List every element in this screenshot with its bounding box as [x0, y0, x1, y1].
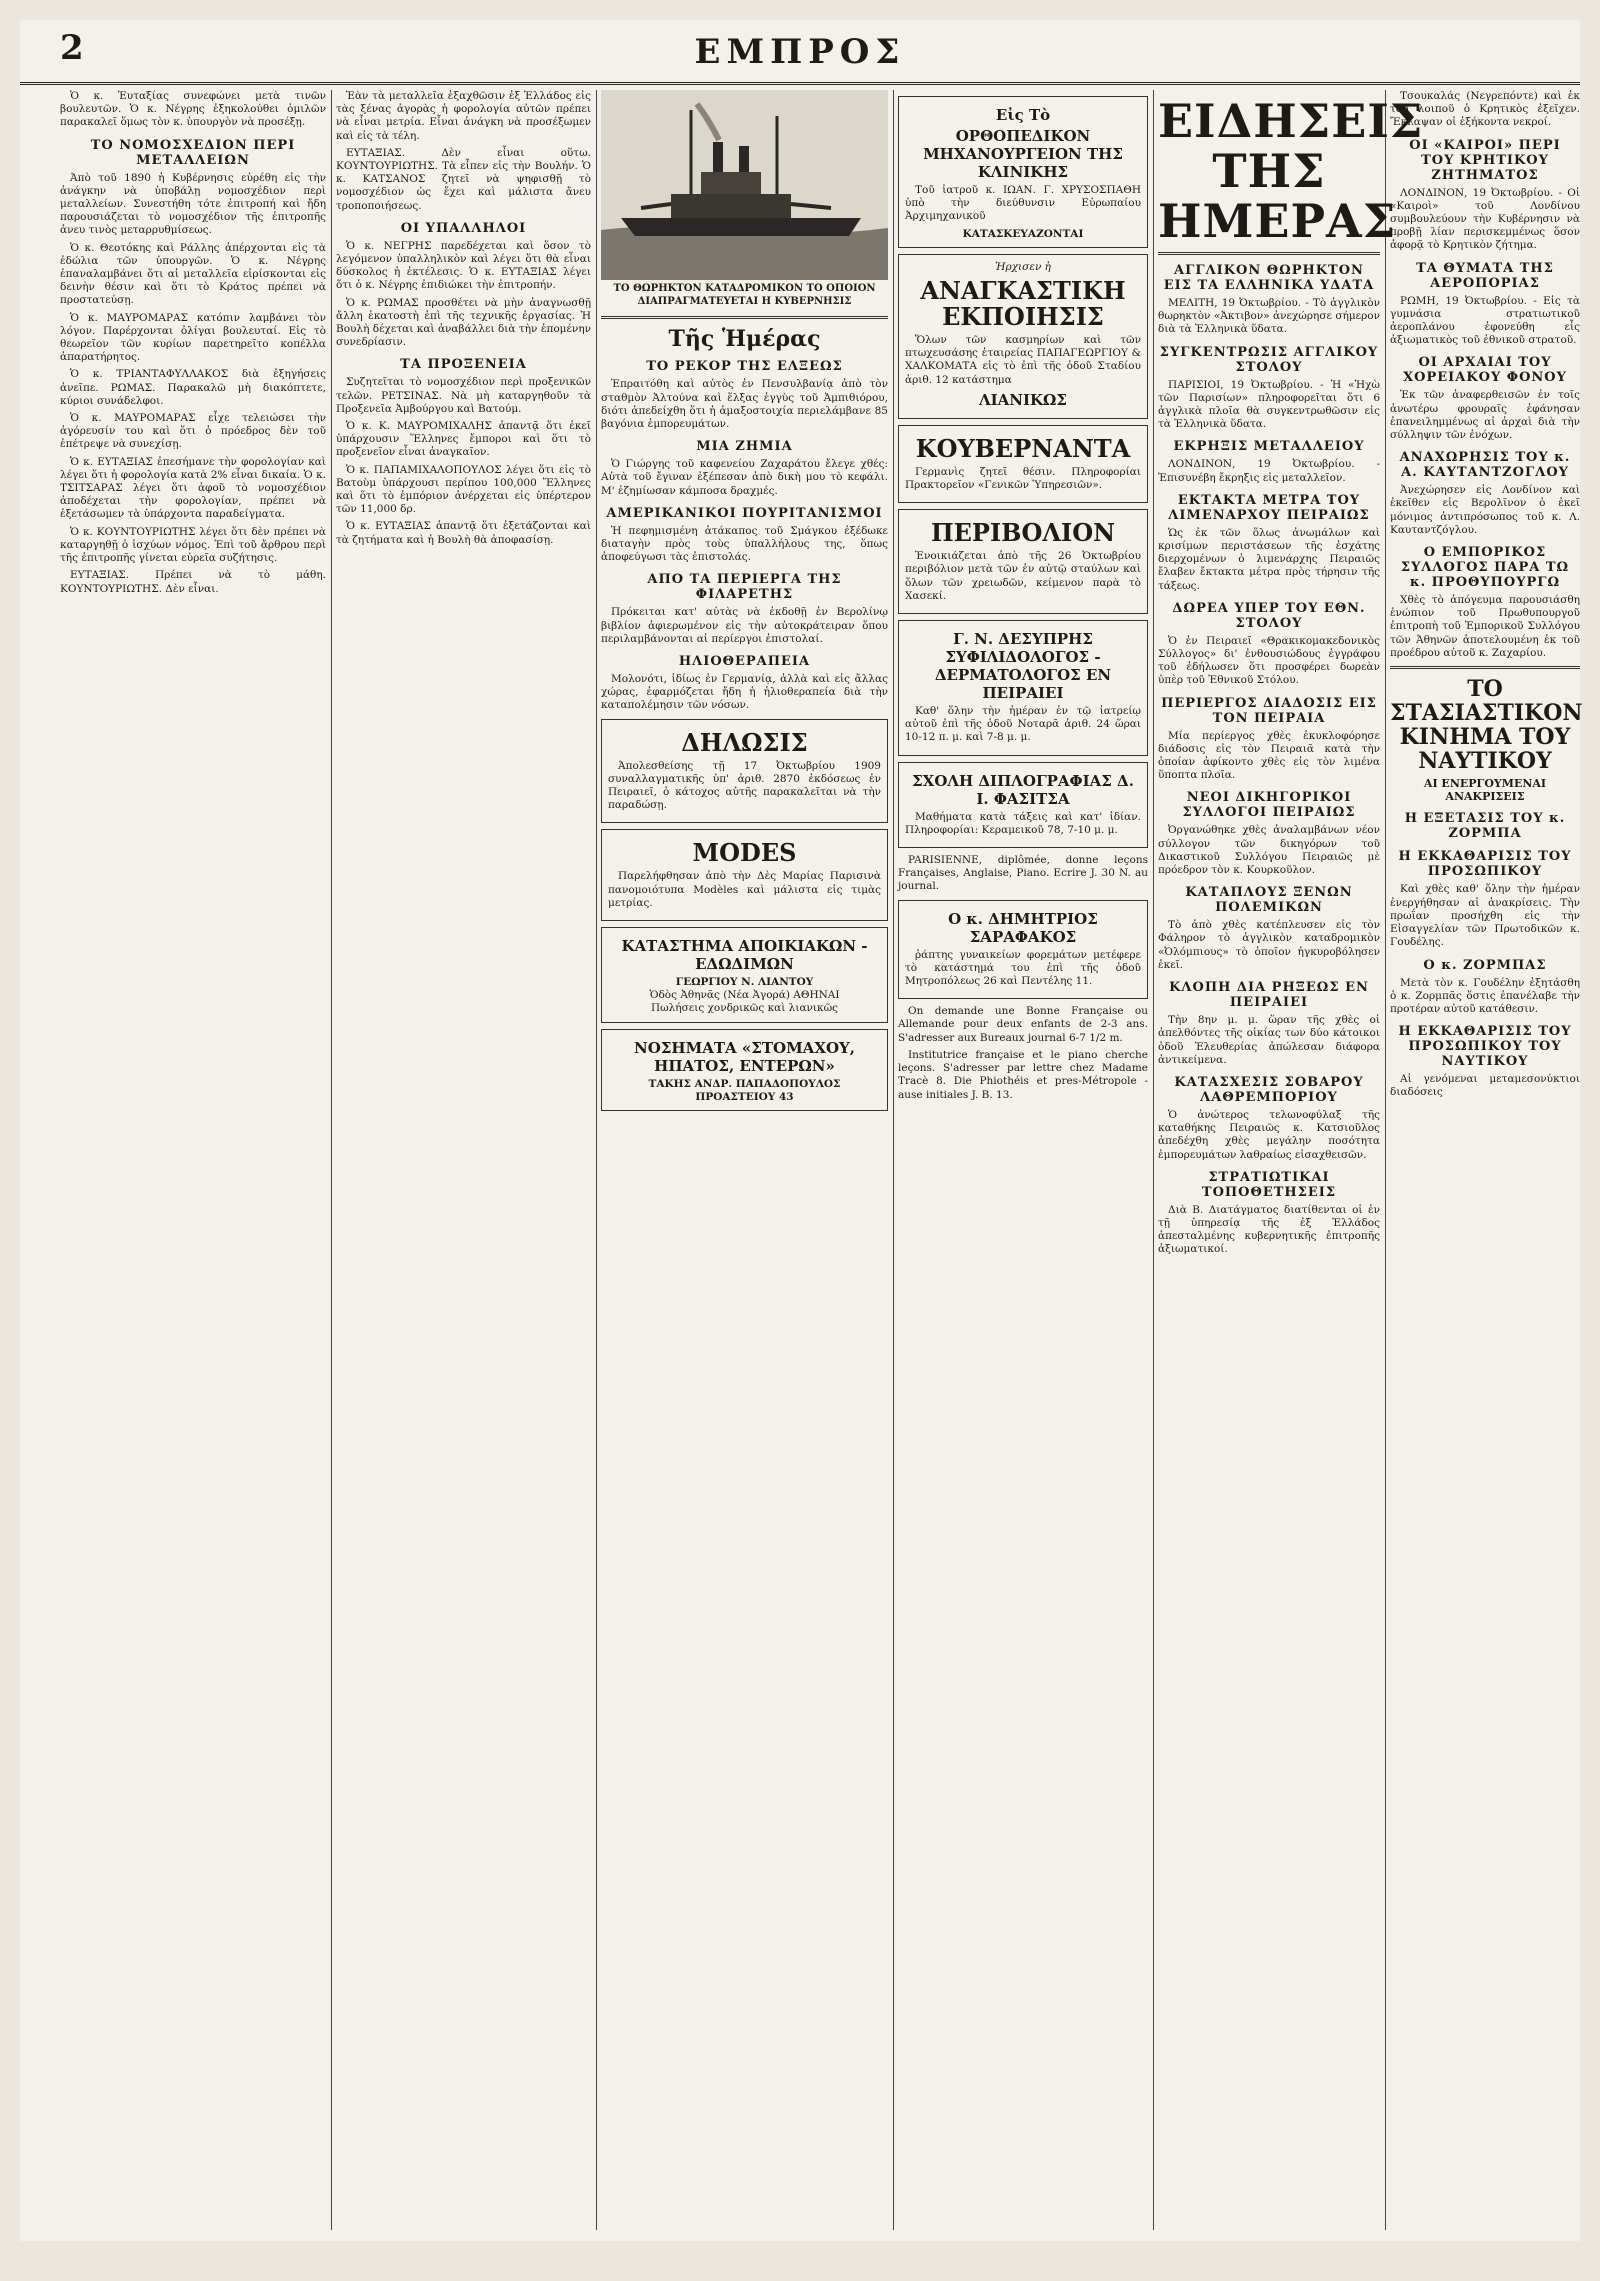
article-paragraph: Τὸ ἀπὸ χθὲς κατέπλευσεν εἰς τὸν Φάληρον τὸ ἀγγλικὸν καταδρομικὸν «Ὀλόμπιους» τὸ ὁποῖον ἠγκυροβόλησεν ἐκεῖ. — [1158, 919, 1380, 971]
ad-modes — [601, 829, 888, 921]
article-paragraph: Συζητεῖται τὸ νομοσχέδιον περὶ προξενικῶν τελῶν. ΡΕΤΣΙΝΑΣ. Νὰ μὴ καταργηθοῦν τὰ Προξενεῖα Ἀμβούργου καὶ Βατούμ. — [336, 376, 591, 415]
column-rule — [1385, 90, 1386, 2230]
article-headline: ΤΑ ΘΥΜΑΤΑ ΤΗΣ ΑΕΡΟΠΟΡΙΑΣ — [1416, 260, 1554, 291]
ad-orthopedic — [898, 96, 1148, 248]
article-paragraph: ΡΩΜΗ, 19 Ὀκτωβρίου. - Εἰς τὰ γυμνάσια στρατιωτικοῦ ἀεροπλάνου ἐφονεύθη εἷς ἀξιωματικὸς τοῦ ἐθνικοῦ στρατοῦ. — [1390, 294, 1580, 347]
ad-text: Γερμανὶς ζητεῖ θέσιν. Πληροφορίαι Πρακτορεῖον «Γενικῶν Ὑπηρεσιῶν». — [905, 465, 1141, 492]
feature-subheadline: ΑΙ ΕΝΕΡΓΟΥΜΕΝΑΙ ΑΝΑΚΡΙΣΕΙΣ — [1423, 777, 1547, 804]
ad-kicker: Ἠρχισεν ἡ — [995, 260, 1051, 273]
column-rule — [331, 90, 332, 2230]
article-paragraph: ΛΟΝΔΙΝΟΝ, 19 Ὀκτωβρίου. - Ἐπισυνέβη ἔκρηξις εἰς μεταλλεῖον. — [1158, 458, 1380, 484]
ad-dilosis — [601, 719, 888, 824]
article-paragraph: Μετὰ τὸν κ. Γουδέλην ἐξητάσθη ὁ κ. Ζορμπᾶς ὅστις ἐπανέλαβε τὴν προτέραν αὐτοῦ κατάθεσιν. — [1390, 976, 1580, 1015]
article-paragraph: Ὀργανώθηκε χθὲς ἀναλαμβάνων νέον σύλλογον τῶν δικηγόρων τοῦ Δικαστικοῦ Συλλόγου Πειραιῶς μὲ πρόεδρον τὸν κ. Κουρκοῦλον. — [1158, 824, 1380, 877]
classified-ad: Institutrice française et le piano cherche leçons. S'adresser par lettre chez Madame Tracè 8. Die Phiothéis et pres-Métropole - ause initiales J. B. 13. — [898, 1048, 1148, 1101]
divider — [1158, 252, 1380, 255]
article-paragraph: Ὁ ἀνώτερος τελωνοφύλαξ τῆς καταθήκης Πειραιῶς κ. Κατσιοῦλος ἀπεδέχθη χθὲς μεγάλην ποσότητα ἐμπορευμάτων λαθραίως εἰσαχθεισῶν. — [1158, 1108, 1380, 1161]
article-headline: ΔΩΡΕΑ ΥΠΕΡ ΤΟΥ ΕΘΝ. ΣΤΟΛΟΥ — [1172, 600, 1366, 631]
article-paragraph: Ὁ κ. ΜΑΥΡΟΜΑΡΑΣ εἶχε τελειώσει τὴν ἀγόρευσίν του καὶ ὅτι ὁ πρόεδρος δὲν τοῦ ἐπέτρεψε νὰ συνεχίσῃ. — [60, 412, 326, 451]
article-headline: ΑΝΑΧΩΡΗΣΙΣ ΤΟΥ κ. Α. ΚΑΥΤΑΝΤΖΟΓΛΟΥ — [1399, 450, 1571, 481]
ad-tailor — [898, 900, 1148, 1000]
article-paragraph: Ὁ κ. ΕΥΤΑΞΙΑΣ ἐπεσήμανε τὴν φορολογίαν καὶ λέγει ὅτι ἡ φορολογία κατὰ 2% εἶναι δικαία. Ὁ κ. ΤΣΙΤΣΑΡΑΣ λέγει ὅτι ἀφοῦ τὸ νομοσχέδιον ἀποδέχεται τὴν φορολογίαν, πρέπει νὰ ἐξετάσωμεν τὰ ὑπάρχοντα παραδείγματα. — [60, 455, 326, 521]
article-paragraph: Διὰ Β. Διατάγματος διατίθενται οἱ ἐν τῇ ὑπηρεσίᾳ τῆς ἐξ Ἑλλάδος ἀπεσταλμένης κυβερνητικῆς ἐπιτροπῆς ἀξιωματικοί. — [1158, 1203, 1380, 1256]
newspaper-page — [20, 20, 1583, 2241]
column-rule — [893, 90, 894, 2230]
article-paragraph: Ὁ ἐν Πειραιεῖ «Θρακικομακεδονικὸς Σύλλογος» δι' ἐνθουσιώδους ἐγγράφου τοῦ ἐδήλωσεν ὅτι προσφέρει δωρεὰν ὑπὲρ τοῦ Ἐθνικοῦ Στόλου. — [1158, 634, 1380, 687]
article-headline: ΗΛΙΟΘΕΡΑΠΕΙΑ — [678, 654, 811, 670]
article-paragraph: Μία περίεργος χθὲς ἐκυκλοφόρησε διάδοσις εἰς τὸν Πειραιᾶ κατὰ τὴν ὁποίαν ἀφίκοντο χθὲς εἰς τὸν λιμένα ὕποπτα πλοῖα. — [1158, 729, 1380, 782]
ad-garden — [898, 509, 1148, 614]
article-headline: ΟΙ «ΚΑΙΡΟΙ» ΠΕΡΙ ΤΟΥ ΚΡΗΤΙΚΟΥ ΖΗΤΗΜΑΤΟΣ — [1409, 137, 1561, 183]
ad-governess — [898, 425, 1148, 503]
ad-title: ΚΑΤΑΣΤΗΜΑ ΑΠΟΙΚΙΑΚΩΝ - ΕΔΩΔΙΜΩΝ — [621, 937, 868, 974]
article-headline: ΑΓΓΛΙΚΟΝ ΘΩΡΗΚΤΟΝ ΕΙΣ ΤΑ ΕΛΛΗΝΙΚΑ ΥΔΑΤΑ — [1163, 263, 1375, 293]
divider — [1390, 666, 1580, 669]
article-headline: ΤΟ ΝΟΜΟΣΧΕΔΙΟΝ ΠΕΡΙ ΜΕΤΑΛΛΕΙΩΝ — [90, 137, 296, 168]
article-paragraph: Ὁ κ. ΤΡΙΑΝΤΑΦΥΛΛΑΚΟΣ διὰ ἐξηγήσεις ἀνεῖπε. ΡΩΜΑΣ. Παρακαλῶ μὴ διακόπτετε, κύριοι συνάδελφοι. — [60, 368, 326, 407]
ad-title: ΝΟΣΗΜΑΤΑ «ΣΤΟΜΑΧΟΥ, ΗΠΑΤΟΣ, ΕΝΤΕΡΩΝ» — [634, 1038, 855, 1075]
article-paragraph: Ὡς ἐκ τῶν ὅλως ἀνωμάλων καὶ κρισίμων περιστάσεων τῆς ἐσχάτης διερχομένων ὁ λιμενάρχης Πειραιῶς ἔλαβεν ἔκτακτα μέτρα πρὸς τήρησιν τῆς τάξεως. — [1158, 526, 1380, 592]
article-paragraph: Μολονότι, ἰδίως ἐν Γερμανίᾳ, ἀλλὰ καὶ εἰς ἄλλας χώρας, ἐφαρμόζεται ἤδη ἡ ἡλιοθεραπεία διὰ τὴν καταπολέμησιν τῶν νόσων. — [601, 673, 888, 712]
article-paragraph: Ἀνεχώρησεν εἰς Λονδίνον καὶ ἐκεῖθεν εἰς Βερολῖνον ὁ ἐκεῖ μόνιμος ἀντιπρόσωπος τοῦ κ. Λ. Καυταντζόγλου. — [1390, 484, 1580, 536]
ad-doctor — [898, 620, 1148, 756]
article-paragraph: Ὁ κ. ΚΟΥΝΤΟΥΡΙΩΤΗΣ λέγει ὅτι δὲν πρέπει νὰ καταργηθῇ ὁ ἰσχύων νόμος. Ἐπὶ τοῦ ἄρθρου περὶ τῆς ἐπιτροπῆς γίνεται εὐρεῖα συζήτησις. — [60, 525, 326, 565]
feature-headline: ΤΟ ΣΤΑΣΙΑΣΤΙΚΟΝ ΚΙΝΗΜΑ ΤΟΥ ΝΑΥΤΙΚΟΥ — [1390, 676, 1583, 775]
article-paragraph: ΕΥΤΑΞΙΑΣ. Δὲν εἶναι οὕτω. ΚΟΥΝΤΟΥΡΙΩΤΗΣ. Τὰ εἶπεν εἰς τὴν Βουλήν. Ὁ κ. ΚΑΤΣΑΝΟΣ ζητεῖ νὰ ψηφισθῇ τὸ νομοσχέδιον ὡς ἔχει καὶ μάλιστα ἄνευ τροποποιήσεως. — [336, 146, 591, 212]
article-headline: ΕΚΤΑΚΤΑ ΜΕΤΡΑ ΤΟΥ ΛΙΜΕΝΑΡΧΟΥ ΠΕΙΡΑΙΩΣ — [1168, 492, 1370, 523]
article-paragraph: Ἐπραιτόθη καὶ αὐτὸς ἐν Πενσυλβανίᾳ ἀπὸ τὸν σταθμὸν Ἀλτούνα καὶ ἕλξας ἐγγὺς τοῦ Ἀμπιθιόρου, διότι ἀπεδείχθη ὅτι ἡ ἀμαξοστοιχία περιελάμβανε 85 βαγόνια ἐμπορευμάτων. — [601, 378, 888, 431]
article-headline: ΝΕΟΙ ΔΙΚΗΓΟΡΙΚΟΙ ΣΥΛΛΟΓΟΙ ΠΕΙΡΑΙΩΣ — [1182, 790, 1356, 821]
article-headline: ΣΤΡΑΤΙΩΤΙΚΑΙ ΤΟΠΟΘΕΤΗΣΕΙΣ — [1201, 1169, 1337, 1200]
ad-text: Ὅλων τῶν κασμηρίων καὶ τῶν πτωχευσάσης ἑταιρείας ΠΑΠΑΓΕΩΡΓΙΟΥ & ΧΑΛΚΟΜΑΤΑ εἰς τὸ ἐπὶ τῆς ὁδοῦ Σταδίου ἀριθ. 12 κατάστημα — [905, 334, 1141, 386]
ad-text: Ἀπολεσθείσης τῇ 17 Ὀκτωβρίου 1909 συναλλαγματικῆς ὑπ' ἀριθ. 2870 ἐκδόσεως ἐν Πειραιεῖ, ὁ κάτοχος αὐτῆς παρακαλεῖται νὰ τὴν παραδώσῃ. — [608, 759, 881, 812]
article-headline: Η ΕΚΚΑΘΑΡΙΣΙΣ ΤΟΥ ΠΡΟΣΩΠΙΚΟΥ — [1398, 849, 1572, 880]
ad-title: ΑΝΑΓΚΑΣΤΙΚΗ ΕΚΠΟΙΗΣΙΣ — [920, 276, 1126, 332]
ad-title: ΟΡΘΟΠΕΔΙΚΟΝ ΜΗΧΑΝΟΥΡΓΕΙΟΝ ΤΗΣ ΚΛΙΝΙΚΗΣ — [923, 127, 1123, 181]
classified-ad: On demande une Bonne Française ou Allemande pour deux enfants de 2-3 ans. S'adresser aux Bureaux journal 6-7 1/2 m. — [898, 1005, 1148, 1044]
column-1 — [60, 90, 326, 2230]
article-headline: ΟΙ ΥΠΑΛΛΗΛΟΙ — [400, 220, 527, 236]
article-paragraph: Ὁ κ. ΡΩΜΑΣ προσθέτει νὰ μὴν ἀναγνωσθῇ ἄλλη ἑκατοστὴ ἐπὶ τῆς τεχνικῆς ἐργασίας. Ἡ Βουλὴ δέχεται καὶ ἀναβάλλει διὰ τὴν ἑπομένην συνεδρίασιν. — [336, 296, 591, 349]
column-rule — [1153, 90, 1154, 2230]
ad-owner: ΓΕΩΡΓΙΟΥ Ν. ΛΙΑΝΤΟΥ — [675, 976, 814, 989]
classified-ad: PARISIENNE, diplômée, donne leçons Françaises, Anglaise, Piano. Ecrire J. 30 N. au journal. — [898, 854, 1148, 893]
article-headline: Η ΕΚΚΑΘΑΡΙΣΙΣ ΤΟΥ ΠΡΟΣΩΠΙΚΟΥ ΤΟΥ ΝΑΥΤΙΚΟΥ — [1398, 1024, 1572, 1070]
ad-title: MODES — [692, 838, 797, 868]
article-headline: Η ΕΞΕΤΑΣΙΣ ΤΟΥ κ. ΖΟΡΜΠΑ — [1404, 811, 1566, 842]
ad-title: Γ. Ν. ΔΕΣΥΠΡΗΣ ΣΥΦΙΛΙΔΟΛΟΓΟΣ - ΔΕΡΜΑΤΟΛΟΓΟΣ ΕΝ ΠΕΙΡΑΙΕΙ — [934, 630, 1112, 703]
ad-doctor: ΤΑΚΗΣ ΑΝΔΡ. ΠΑΠΑΔΟΠΟΥΛΟΣ — [648, 1077, 841, 1090]
column-6 — [1390, 90, 1583, 2230]
ad-text: Ἐνοικιάζεται ἀπὸ τῆς 26 Ὀκτωβρίου περιβόλιον μετὰ τῶν ἐν αὐτῷ σταύλων καὶ ὅλων τῶν χρειωδῶν, κείμενον παρὰ τὸ Χασεκί. — [905, 550, 1141, 602]
ad-shop — [601, 927, 888, 1023]
column-3 — [601, 90, 888, 2230]
article-headline: Ο ΕΜΠΟΡΙΚΟΣ ΣΥΛΛΟΓΟΣ ΠΑΡΑ ΤΩ κ. ΠΡΟΘΥΠΟΥΡΓΩ — [1400, 545, 1570, 591]
article-paragraph: ΠΑΡΙΣΙΟΙ, 19 Ὀκτωβρίου. - Ἡ «Ἠχὼ τῶν Παρισίων» πληροφορεῖται ὅτι 6 ἀγγλικὰ πλοῖα θὰ συγκεντρωθῶσιν εἰς τὰ Ἑλληνικὰ ὕδατα. — [1158, 378, 1380, 431]
ad-auction — [898, 254, 1148, 419]
ad-text: Παρελήφθησαν ἀπὸ τὴν Δὲς Μαρίας Παρισινὰ πανομοιότυπα Modèles καὶ μάλιστα εἰς τιμὰς μετρίας. — [608, 870, 881, 909]
article-headline: ΑΜΕΡΙΚΑΝΙΚΟΙ ΠΟΥΡΙΤΑΝΙΣΜΟΙ — [606, 505, 883, 521]
article-paragraph: Ὁ κ. ΝΕΓΡΗΣ παρεδέχεται καὶ ὅσον τὸ λεγόμενον ὑπαλληλικὸν καὶ λέγει ὅτι θὰ εἶναι δύσκολος ἡ ἐκτέλεσις. Ὁ κ. ΕΥΤΑΞΙΑΣ λέγει ὅτι ὁ κ. Νέγρης ἐπιδιώκει τὴν ἐπιτροπήν. — [336, 239, 591, 292]
ad-title: Ο κ. ΔΗΜΗΤΡΙΟΣ ΣΑΡΑΦΑΚΟΣ — [948, 909, 1098, 946]
illustration-caption: ΤΟ ΘΩΡΗΚΤΟΝ ΚΑΤΑΔΡΟΜΙΚΟΝ ΤΟ ΟΠΟΙΟΝ ΔΙΑΠΡΑΓΜΑΤΕΥΕΤΑΙ Η ΚΥΒΕΡΝΗΣΙΣ — [613, 283, 876, 308]
masthead — [20, 20, 1580, 85]
ad-text: Πωλήσεις χονδρικῶς καὶ λιανικῶς — [650, 1002, 839, 1015]
ad-title: ΣΧΟΛΗ ΔΙΠΛΟΓΡΑΦΙΑΣ Δ. Ι. ΦΑΣΙΤΣΑ — [912, 771, 1134, 808]
ad-text: ῥάπτης γυναικείων φορεμάτων μετέφερε τὸ κατάστημά του ἐπὶ τῆς ὁδοῦ Μητροπόλεως 26 καὶ Πεντέλης 11. — [905, 948, 1141, 988]
column-4 — [898, 90, 1148, 2230]
ad-title: ΔΗΛΩΣΙΣ — [681, 727, 808, 757]
article-headline: ΤΟ ΡΕΚΟΡ ΤΗΣ ΕΛΞΕΩΣ — [646, 359, 843, 375]
article-paragraph: ΕΥΤΑΞΙΑΣ. Πρέπει νὰ τὸ μάθη. ΚΟΥΝΤΟΥΡΙΩΤΗΣ. Δὲν εἶναι. — [60, 569, 326, 595]
article-headline: ΑΠΟ ΤΑ ΠΕΡΙΕΡΓΑ ΤΗΣ ΦΙΛΑΡΕΤΗΣ — [647, 572, 842, 603]
paper-name: ΕΜΠΡΟΣ — [694, 32, 906, 72]
ad-clinic — [601, 1029, 888, 1111]
section-title: Τῆς Ἡμέρας — [668, 326, 821, 353]
article-headline: ΤΑ ΠΡΟΞΕΝΕΙΑ — [400, 357, 527, 373]
section-banner: ΕΙΔΗΣΕΙΣ ΤΗΣ ΗΜΕΡΑΣ — [1158, 94, 1424, 248]
article-paragraph: Ἡ πεφημισμένη ἀτάκαπος τοῦ Σμάγκου ἐξέδωκε διαταγὴν πρὸς τοὺς ὑπαλλήλους της, ὅπως ἀποφεύγωσι τὰς ἐπιστολάς. — [601, 524, 888, 564]
article-paragraph: Πρόκειται κατ' αὐτὰς νὰ ἐκδοθῇ ἐν Βερολίνῳ βιβλίον ἀφιερωμένον εἰς τὴν αὐτοκράτειραν ὅπου περιλαμβάνονται αἱ περίεργοι ἐπιστολαί. — [601, 606, 888, 645]
ad-kicker: Εἰς Τὸ — [995, 106, 1051, 124]
article-headline: ΟΙ ΑΡΧΑΙΑΙ ΤΟΥ ΧΟΡΕΙΑΚΟΥ ΦΟΝΟΥ — [1403, 355, 1567, 386]
ad-text: Μαθήματα κατὰ τάξεις καὶ κατ' ἰδίαν. Πληροφορίαι: Κεραμεικοῦ 78, 7-10 μ. μ. — [905, 810, 1141, 836]
article-headline: ΣΥΓΚΕΝΤΡΩΣΙΣ ΑΓΓΛΙΚΟΥ ΣΤΟΛΟΥ — [1159, 344, 1379, 375]
article-paragraph: Τσουκαλάς (Νεγρεπόντε) καὶ ἐκ τοῦ λοιποῦ ὁ Κρητικὸς ἐξεῖχεν. Ἔκλαψαν οἱ ἐξήκοντα νεκροί. — [1390, 90, 1580, 129]
ad-address: Ὁδὸς Ἀθηνᾶς (Νέα Ἀγορά) ΑΘΗΝΑΙ — [649, 989, 840, 1002]
battleship-illustration — [601, 90, 888, 280]
article-headline: ΠΕΡΙΕΡΓΟΣ ΔΙΑΔΟΣΙΣ ΕΙΣ ΤΟΝ ΠΕΙΡΑΙΑ — [1161, 695, 1377, 726]
ad-school — [898, 762, 1148, 848]
column-5 — [1158, 90, 1424, 2230]
article-paragraph: ΜΕΛΙΤΗ, 19 Ὀκτωβρίου. - Τὸ ἀγγλικὸν θωρηκτὸν «Ἀκτιβον» ἀνεχώρησε σήμερον διὰ τὰ Ἑλληνικὰ ὕδατα. — [1158, 297, 1380, 336]
article-paragraph: Χθὲς τὸ ἀπόγευμα παρουσιάσθη ἐνώπιον τοῦ Πρωθυπουργοῦ ἐπιτροπὴ τοῦ Ἐμπορικοῦ Συλλόγου τῶν Ἀθηνῶν ἀποτελουμένη ἐκ τοῦ προέδρου αὐτοῦ κ. Ζαχαρίου. — [1390, 594, 1580, 659]
article-headline: ΚΑΤΑΠΛΟΥΣ ΞΕΝΩΝ ΠΟΛΕΜΙΚΩΝ — [1185, 885, 1353, 916]
article-paragraph: Ἐὰν τὰ μεταλλεῖα ἐξαχθῶσιν ἐξ Ἑλλάδος εἰς τὰς ξένας ἀγορὰς ἡ φορολογία αὐτῶν πρέπει νὰ εἶναι μετρία. Εἶναι ἀνάγκη νὰ προσέξωμεν καὶ εἰς τὰ τέλη. — [336, 90, 591, 142]
article-paragraph: Ἀπὸ τοῦ 1890 ἡ Κυβέρνησις εὑρέθη εἰς τὴν ἀνάγκην νὰ ὑποβάλῃ νομοσχέδιον περὶ μεταλλείων. Συνεστήθη τότε ἐπιτροπή καὶ ἤδη παρουσιάζεται τὸ νομοσχέδιον τῆς ἐπιτροπῆς ἀνευ τινὸς μεταρρυθμίσεως. — [60, 171, 326, 237]
article-headline: ΚΑΤΑΣΧΕΣΙΣ ΣΟΒΑΡΟΥ ΛΑΘΡΕΜΠΟΡΙΟΥ — [1174, 1074, 1364, 1105]
article-paragraph: Καὶ χθὲς καθ' ὅλην τὴν ἡμέραν ἐνεργήθησαν αἱ ἀνακρίσεις. Τὴν πρωΐαν προσήχθη εἰς τὴν Εἰσαγγελίαν τῶν Πρωτοδικῶν κ. Γουδέλης. — [1390, 883, 1580, 949]
article-paragraph: Ὁ κ. Κ. ΜΑΥΡΟΜΙΧΑΛΗΣ ἀπαντᾷ ὅτι ἐκεῖ ὑπάρχουσιν Ἕλληνες ἔμποροι καὶ ὅτι τὸ προξενεῖον εἶναι ἀναγκαῖον. — [336, 420, 591, 459]
ad-title: ΚΟΥΒΕΡΝΑΝΤΑ — [915, 433, 1131, 463]
ad-text: Καθ' ὅλην τὴν ἡμέραν ἐν τῷ ἰατρείῳ αὐτοῦ ἐπὶ τῆς ὁδοῦ Νοταρᾶ ἀριθ. 24 ὥραι 10-12 π. μ. καὶ 7-8 μ. μ. — [905, 705, 1141, 744]
article-paragraph: Ὁ κ. ΠΑΠΑΜΙΧΑΛΟΠΟΥΛΟΣ λέγει ὅτι εἰς τὸ Βατοὺμ ὑπάρχουσι περίπου 100,000 Ἕλληνες καὶ ὅτι τὸ ἐμπόριον ἀνέρχεται εἰς ὑπέρτερον τῶν 11,000 δρ. — [336, 463, 591, 516]
article-paragraph: Αἱ γενόμεναι μεταμεσονύκτιοι διαδόσεις — [1390, 1073, 1580, 1099]
article-paragraph: Ὁ κ. Θεοτόκης καὶ Ράλλης ἀπέρχονται εἰς τὰ ἐδώλια τῶν ὑπουργῶν. Ὁ κ. Νέγρης ἐπαναλαμβάνει ὅτι αἱ μεταλλεῖα εἰρίσκονται εἰς δεινὴν θέσιν καὶ ὅτι τὸ Κράτος πρέπει νὰ προστατεύσῃ. — [60, 241, 326, 307]
ad-text: ΚΑΤΑΣΚΕΥΑΖΟΝΤΑΙ — [962, 227, 1084, 240]
column-rule — [596, 90, 597, 2230]
article-headline: ΕΚΡΗΞΙΣ ΜΕΤΑΛΛΕΙΟΥ — [1173, 439, 1365, 455]
ad-title: ΠΕΡΙΒΟΛΙΟΝ — [930, 518, 1116, 548]
ad-text: ΛΙΑΝΙΚΩΣ — [978, 390, 1067, 409]
article-paragraph: Ὁ Γιώργης τοῦ καφενείου Ζαχαράτου ἔλεγε χθές: Αὐτὰ τοῦ ἔγιναν ἐξέπεσαν ἀπὸ δικὴ μου τὸ κεφάλι. Μ' ἐζημίωσαν κάμποσα δραχμές. — [601, 458, 888, 497]
article-headline: ΜΙΑ ΖΗΜΙΑ — [696, 439, 793, 455]
divider — [601, 316, 888, 319]
page-number: 2 — [60, 28, 84, 68]
ad-text: Τοῦ ἰατροῦ κ. ΙΩΑΝ. Γ. ΧΡΥΣΟΣΠΑΘΗ ὑπὸ τὴν διεύθυνσιν Εὐρωπαίου Ἀρχιμηχανικοῦ — [905, 184, 1141, 223]
article-paragraph: ΛΟΝΔΙΝΟΝ, 19 Ὀκτωβρίου. - Οἱ «Καιροὶ» τοῦ Λονδίνου συμβουλεύουν τὴν Κυβέρνησιν νὰ προβῇ λίαν περισκεμμένως ὅσον ἀφορᾷ τὸ Κρητικὸν ζήτημα. — [1390, 186, 1580, 252]
article-headline: ΚΛΟΠΗ ΔΙΑ ΡΗΞΕΩΣ ΕΝ ΠΕΙΡΑΙΕΙ — [1169, 980, 1369, 1011]
article-headline: Ο κ. ΖΟΡΜΠΑΣ — [1423, 957, 1547, 973]
ad-address: ΠΡΟΑΣΤΕΙΟΥ 43 — [695, 1090, 794, 1103]
column-2 — [336, 90, 591, 2230]
article-paragraph: Ὁ κ. ΜΑΥΡΟΜΑΡΑΣ κατόπιν λαμβάνει τὸν λόγον. Παρέρχονται ὀλίγαι βουλευταί. Εἰς τὸ θεωρεῖον τῶν κυρίων παρετηρεῖτο κοπέλλα ἀπαρατήρητος. — [60, 311, 326, 364]
article-paragraph: Ὁ κ. Ἐυταξίας συνεφώνει μετὰ τινῶν βουλευτῶν. Ὁ κ. Νέγρης ἐξηκολούθει ὁμιλῶν παρακαλεῖ ὅμως τὸν κ. ὑπουργὸν νὰ προσέξῃ. — [60, 90, 326, 129]
article-paragraph: Τὴν 8ην μ. μ. ὥραν τῆς χθὲς οἱ ἀπελθόντες τῆς οἰκίας των δύο κάτοικοι ὁδοῦ Ἐλευθερίας ἀπώλεσαν διάφορα ἀντικείμενα. — [1158, 1014, 1380, 1066]
article-paragraph: Ὁ κ. ΕΥΤΑΞΙΑΣ ἀπαντᾷ ὅτι ἐξετάζονται καὶ τὰ ζητήματα καὶ ἡ Βουλὴ θὰ ἀποφασίσῃ. — [336, 520, 591, 546]
article-paragraph: Ἐκ τῶν ἀναφερθεισῶν ἐν τοῖς ἀνωτέρω φρουραῖς ἐφάνησαν ἐπανειλημμένως αἱ ἀρχαὶ διὰ τὴν σύλληψιν τῶν ἐνόχων. — [1390, 389, 1580, 442]
